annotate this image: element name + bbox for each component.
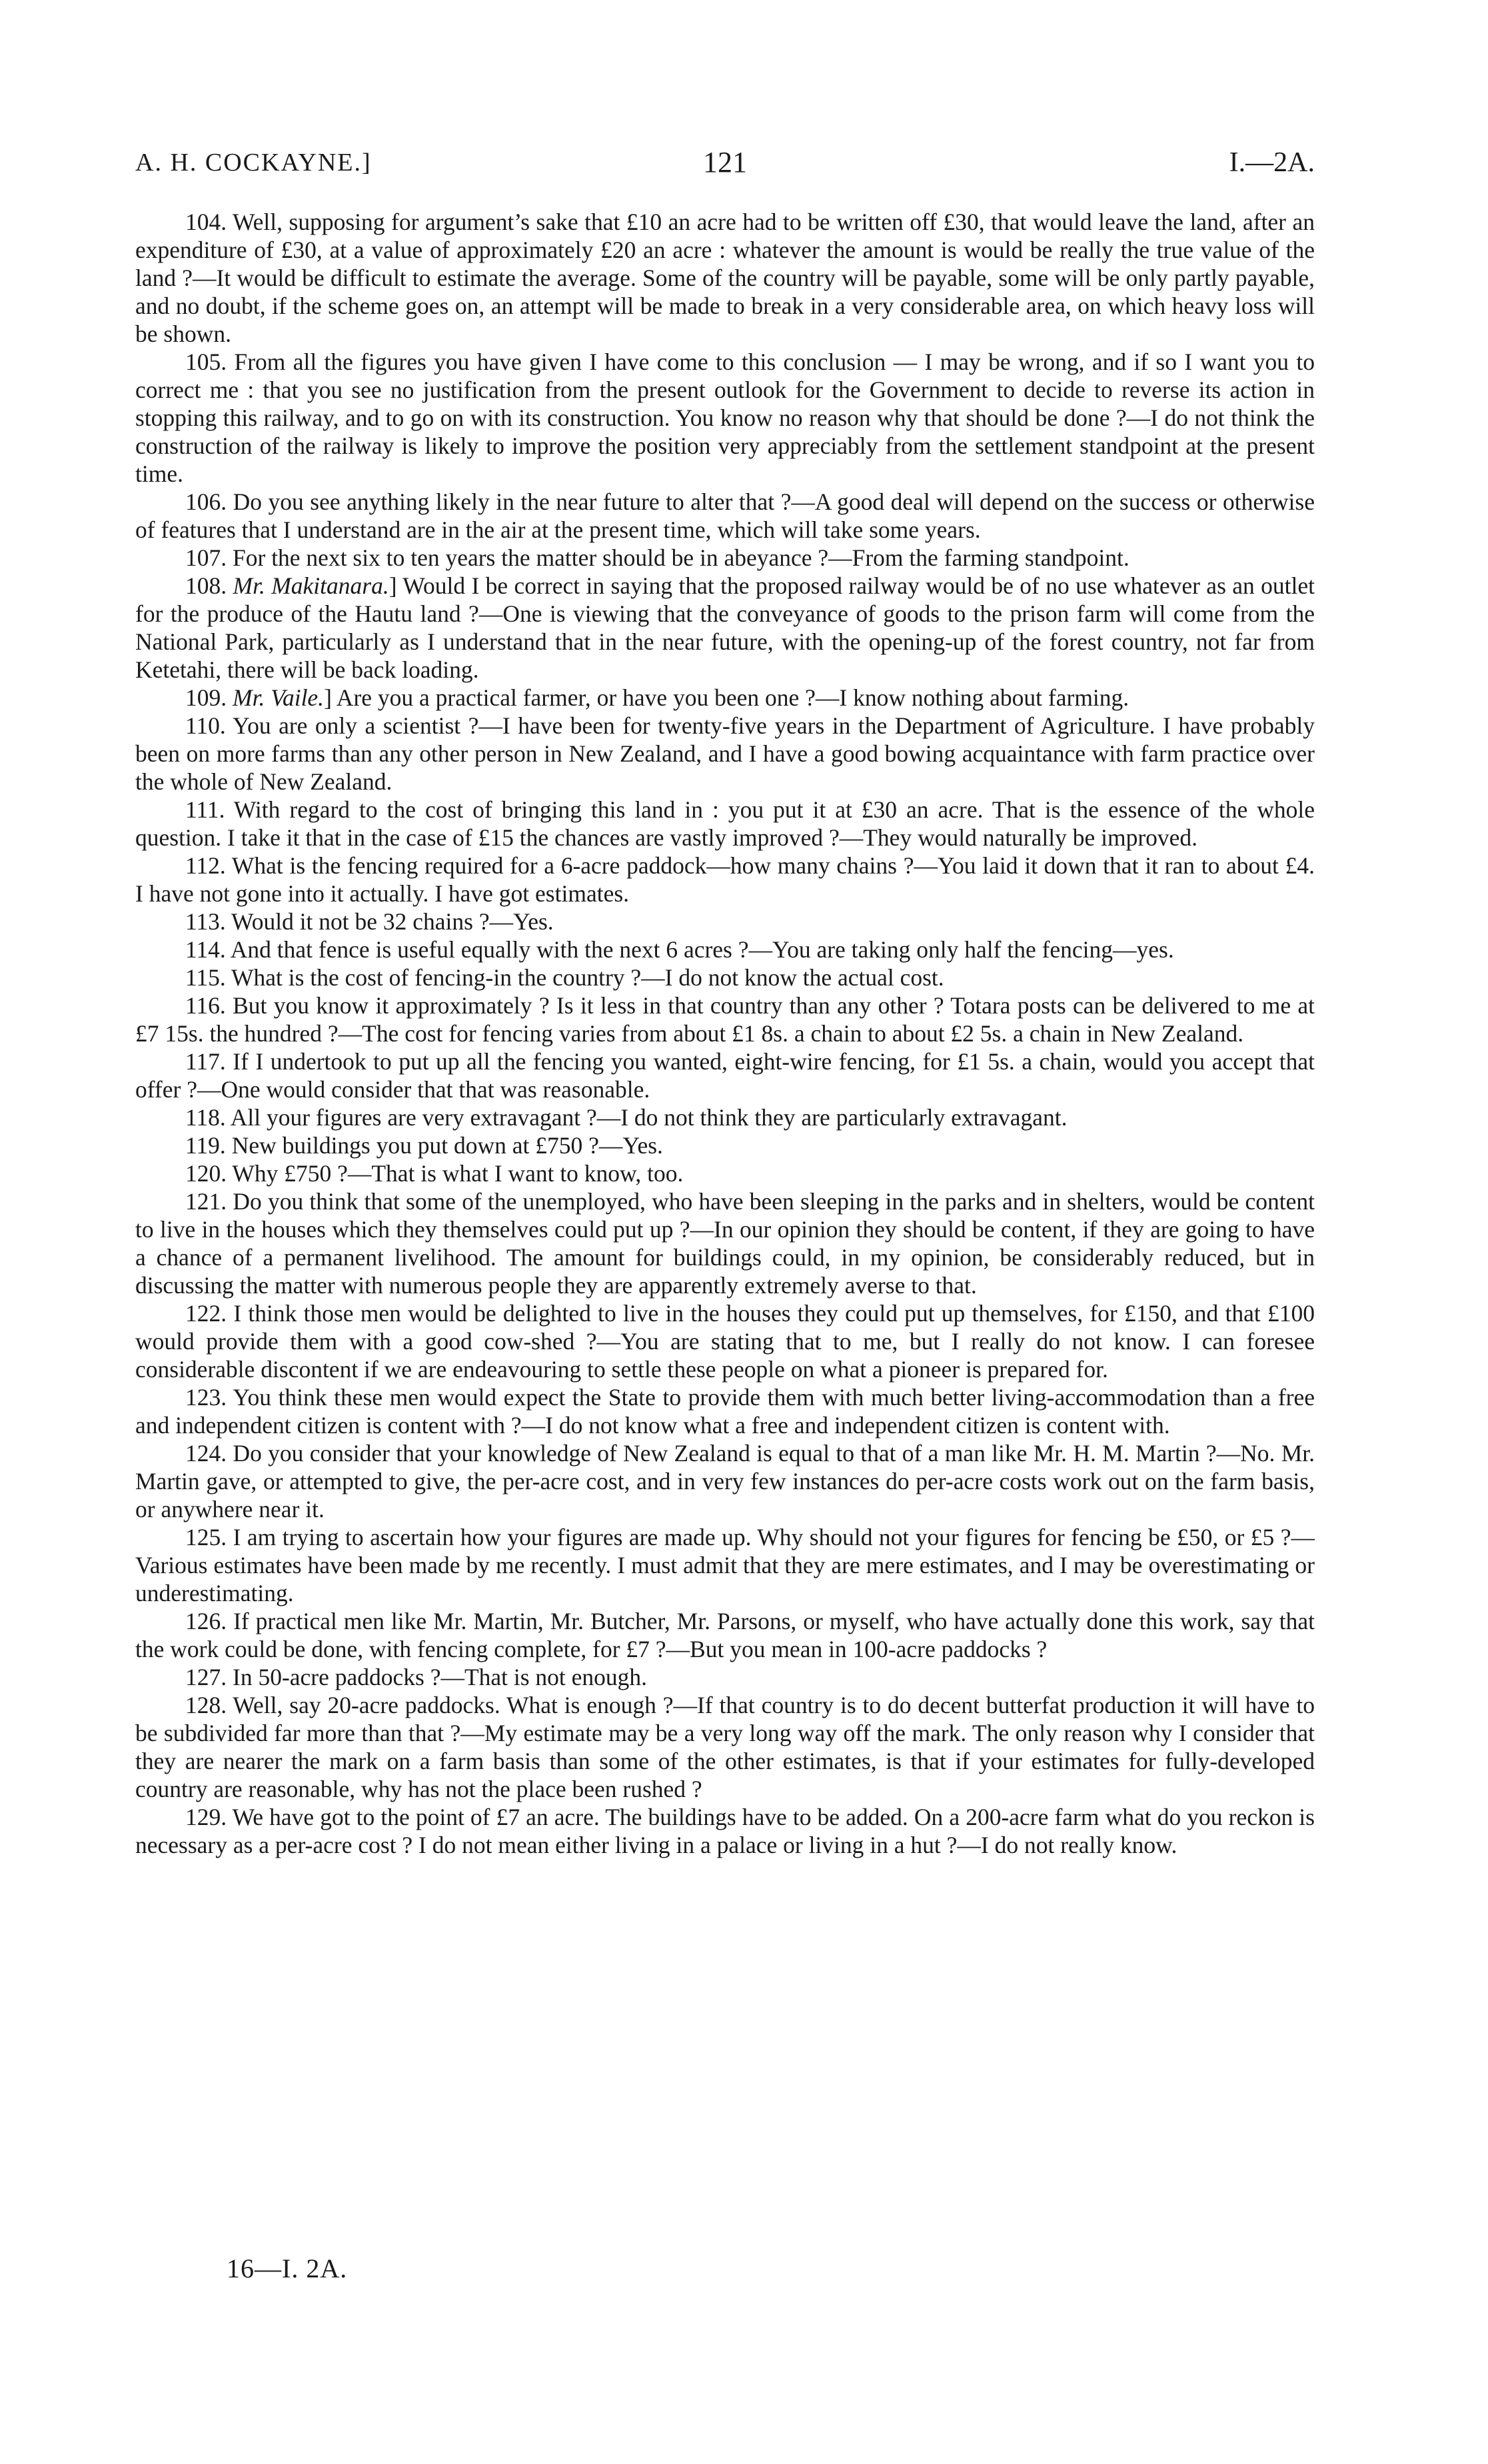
question-number: 115. — [185, 964, 226, 991]
evidence-paragraph — [135, 544, 1315, 572]
paragraph-text: Do you think that some of the unemployed, who have been sleeping in the parks and in shelters, would be content to live in the houses which they themselves could put up ?—In our opinion they should be content, if they are going to have a chance of a permanent livelihood. The amount for buildings could, in my opinion, be considerably reduced, but in discussing the matter with numerous people they are apparently extremely averse to that. — [135, 1188, 1315, 1299]
paragraph-text: You think these men would expect the State to provide them with much better living-accommodation than a free and independent citizen is content with ?—I do not know what a free and independent citizen is content with. — [135, 1384, 1315, 1439]
paragraph-text: What is the fencing required for a 6-acre paddock—how many chains ?—You laid it down that it ran to about £4. I have not gone into it actually. I have got estimates. — [135, 852, 1315, 907]
question-number: 117. — [185, 1048, 226, 1075]
paragraph-text: New buildings you put down at £750 ?—Yes. — [225, 1132, 663, 1159]
question-number: 120. — [185, 1160, 227, 1187]
question-number: 122. — [185, 1300, 227, 1327]
evidence-paragraph — [135, 1383, 1315, 1439]
paper-reference: I.—2A. — [1229, 147, 1315, 178]
paragraph-text: Do you consider that your knowledge of New Zealand is equal to that of a man like Mr. H. M. Martin ?—No. Mr. Martin gave, or attempted to give, the per-acre cost, and in very few instances do per-acre costs work out on the farm basis, or anywhere near it. — [135, 1440, 1315, 1523]
evidence-paragraph — [135, 1187, 1315, 1299]
paragraph-text: ] Are you a practical farmer, or have you been one ?—I know nothing about farming. — [324, 684, 1129, 711]
question-number: 129. — [185, 1804, 227, 1830]
speaker-name: Mr. Makitanara. — [233, 572, 389, 599]
paragraph-text: With regard to the cost of bringing this land in : you put it at £30 an acre. That is the essence of the whole question. I take it that in the case of £15 the chances are vastly improved ?—They would naturally be improved. — [135, 796, 1315, 851]
evidence-paragraph — [135, 572, 1315, 684]
paragraph-text: ] Would I be correct in saying that the proposed railway would be of no use whatever as an outlet for the produce of the Hautu land ?—One is viewing that the conveyance of goods to the prison farm will come from the National Park, particularly as I understand that in the near future, with the opening-up of the forest country, not far from Ketetahi, there will be back loading. — [135, 572, 1315, 683]
paragraph-text: Well, supposing for argument’s sake that £10 an acre had to be written off £30, that would leave the land, after an expenditure of £30, at a value of approximately £20 an acre : whatever the amount is would be really the true value of the land ?—It would be difficult to estimate the average. Some of the country will be payable, some will be only partly payable, and no doubt, if the scheme goes on, an attempt will be made to break in a very considerable area, on which heavy loss will be shown. — [135, 209, 1315, 347]
paragraph-text: If practical men like Mr. Martin, Mr. Butcher, Mr. Parsons, or myself, who have actually done this work, say that the work could be done, with fencing complete, for £7 ?—But you mean in 100-acre paddocks ? — [135, 1608, 1315, 1662]
paragraph-text: You are only a scientist ?—I have been for twenty-five years in the Department of Agriculture. I have probably been on more farms than any other person in New Zealand, and I have a good bowing acquaintance with farm practice over the whole of New Zealand. — [135, 712, 1315, 795]
evidence-paragraph — [135, 1663, 1315, 1691]
paragraph-text: Well, say 20-acre paddocks. What is enough ?—If that country is to do decent butterfat production it will have to be subdivided far more than that ?—My estimate may be a very long way off the mark. The only reason why I consider that they are nearer the mark on a farm basis than some of the other estimates, is that if your estimates for fully-developed country are reasonable, why has not the place been rushed ? — [135, 1692, 1315, 1802]
evidence-paragraph — [135, 963, 1315, 991]
question-number: 112. — [185, 852, 226, 879]
question-number: 123. — [185, 1384, 227, 1411]
header-witness-name: A. H. COCKAYNE.] — [135, 149, 372, 177]
evidence-paragraph — [135, 796, 1315, 852]
evidence-paragraph — [135, 1047, 1315, 1103]
evidence-paragraph — [135, 1691, 1315, 1803]
paragraph-text: All your figures are very extravagant ?—I do not think they are particularly extravagant. — [225, 1104, 1068, 1131]
question-number: 104. — [185, 209, 227, 235]
question-number: 106. — [185, 488, 227, 515]
paragraph-text: Would it not be 32 chains ?—Yes. — [225, 908, 554, 935]
question-number: 110. — [185, 712, 226, 739]
evidence-paragraph — [135, 208, 1315, 348]
question-number: 125. — [185, 1524, 227, 1550]
question-number: 111. — [185, 796, 225, 823]
speaker-name: Mr. Vaile. — [233, 684, 325, 711]
evidence-paragraph — [135, 1607, 1315, 1663]
question-number: 108. — [185, 572, 227, 599]
paragraph-text: And that fence is useful equally with the next 6 acres ?—You are taking only half the fencing—yes. — [225, 936, 1174, 963]
question-number: 107. — [185, 544, 227, 571]
question-number: 114. — [185, 936, 226, 963]
evidence-paragraph — [135, 1439, 1315, 1523]
paragraph-text: In 50-acre paddocks ?—That is not enough. — [227, 1664, 648, 1690]
question-number: 121. — [185, 1188, 227, 1215]
evidence-paragraph — [135, 1103, 1315, 1131]
paragraph-text: From all the figures you have given I have come to this conclusion — I may be wrong, and if so I want you to correct me : that you see no justification from the present outlook for the Government to decide to reverse its action in stopping this railway, and to go on with its construction. You know no reason why that should be done ?—I do not think the construction of the railway is likely to improve the position very appreciably from the settlement standpoint at the present time. — [135, 348, 1315, 487]
question-number: 118. — [185, 1104, 226, 1131]
evidence-paragraph — [135, 852, 1315, 908]
evidence-paragraph — [135, 1159, 1315, 1187]
question-number: 113. — [185, 908, 226, 935]
signature-mark: 16—I. 2A. — [227, 2253, 348, 2283]
paragraph-text: For the next six to ten years the matter should be in abeyance ?—From the farming standpoint. — [227, 544, 1129, 571]
question-number: 116. — [185, 992, 226, 1019]
question-number: 105. — [185, 348, 227, 375]
evidence-paragraph — [135, 684, 1315, 712]
question-number: 119. — [185, 1132, 226, 1159]
paragraph-text: Why £750 ?—That is what I want to know, too. — [227, 1160, 684, 1187]
evidence-paragraph — [135, 935, 1315, 963]
paragraph-text: We have got to the point of £7 an acre. The buildings have to be added. On a 200-acre farm what do you reckon is necessary as a per-acre cost ? I do not mean either living in a palace or living in a hut ?—I do not really know. — [135, 1804, 1315, 1858]
page-header — [135, 143, 1315, 183]
paragraph-text: I am trying to ascertain how your figures are made up. Why should not your figures for fencing be £50, or £5 ?—Various estimates have been made by me recently. I must admit that they are mere estimates, and I may be overestimating or underestimating. — [135, 1524, 1315, 1606]
question-number: 128. — [185, 1692, 227, 1718]
evidence-paragraph — [135, 488, 1315, 544]
evidence-paragraph — [135, 1299, 1315, 1383]
question-number: 109. — [185, 684, 227, 711]
paragraph-text: I think those men would be delighted to live in the houses they could put up themselves, for £150, and that £100 would provide them with a good cow-shed ?—You are stating that to me, but I really do not know. I can foresee considerable discontent if we are endeavouring to settle these people on what a pioneer is prepared for. — [135, 1300, 1315, 1383]
question-number: 124. — [185, 1440, 227, 1467]
paragraph-text: If I undertook to put up all the fencing you wanted, eight-wire fencing, for £1 5s. a chain, would you accept that offer ?—One would consider that that was reasonable. — [135, 1048, 1315, 1103]
page-number: 121 — [703, 146, 747, 179]
paragraph-text: What is the cost of fencing-in the country ?—I do not know the actual cost. — [225, 964, 944, 991]
paragraph-text: But you know it approximately ? Is it less in that country than any other ? Totara posts can be delivered to me at £7 15s. the hundred ?—The cost for fencing varies from about £1 8s. a chain to about £2 5s. a chain in New Zealand. — [135, 992, 1315, 1047]
evidence-paragraph — [135, 991, 1315, 1047]
evidence-paragraph — [135, 1803, 1315, 1859]
evidence-paragraph — [135, 348, 1315, 488]
paragraph-text: Do you see anything likely in the near future to alter that ?—A good deal will depend on the success or otherwise of features that I understand are in the air at the present time, which will take some years. — [135, 488, 1315, 543]
question-number: 127. — [185, 1664, 227, 1690]
evidence-body — [135, 208, 1315, 1859]
evidence-paragraph — [135, 1131, 1315, 1159]
evidence-paragraph — [135, 908, 1315, 935]
question-number: 126. — [185, 1608, 227, 1634]
evidence-paragraph — [135, 712, 1315, 796]
evidence-paragraph — [135, 1523, 1315, 1607]
